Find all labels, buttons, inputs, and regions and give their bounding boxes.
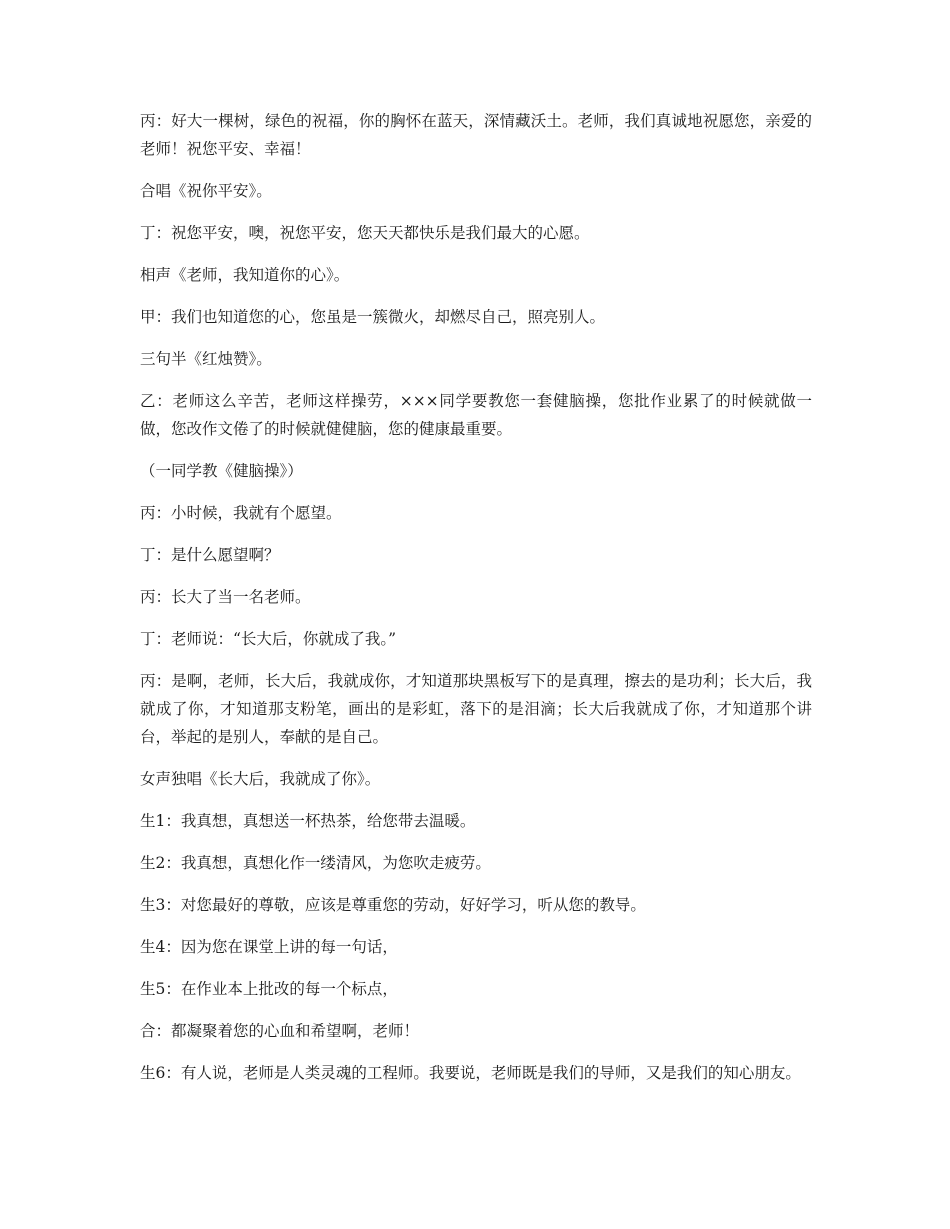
paragraph-12: 丁：老师说：“长大后，你就成了我。”: [140, 630, 397, 648]
paragraph-18: 生4：因为您在课堂上讲的每一句话，: [140, 938, 398, 956]
paragraph-10: 丁：是什么愿望啊？: [140, 546, 280, 564]
paragraph-11: 丙：长大了当一名老师。: [140, 588, 311, 606]
paragraph-16: 生2：我真想，真想化作一缕清风，为您吹走疲劳。: [140, 854, 491, 872]
paragraph-19: 生5：在作业本上批改的每一个标点，: [140, 980, 398, 998]
paragraph-2: 合唱《祝你平安》。: [140, 182, 272, 200]
paragraph-1: 丙：好大一棵树，绿色的祝福，你的胸怀在蓝天，深情藏沃土。老师，我们真诚地祝愿您，亲爱的老师！祝您平安、幸福！: [140, 112, 812, 158]
paragraph-13: 丙：是啊，老师，长大后，我就成你，才知道那块黑板写下的是真理，擦去的是功利；长大后，我就成了你，才知道那支粉笔，画出的是彩虹，落下的是泪滴；长大后我就成了你，才知道那个讲台，举起的是别人，奉献的是自己。: [140, 672, 812, 746]
paragraph-20: 合：都凝聚着您的心血和希望啊，老师！: [140, 1022, 420, 1040]
paragraph-9: 丙：小时候，我就有个愿望。: [140, 504, 342, 522]
paragraph-14: 女声独唱《长大后，我就成了你》。: [140, 770, 381, 788]
paragraph-17: 生3：对您最好的尊敬，应该是尊重您的劳动，好好学习，听从您的教导。: [140, 896, 646, 914]
paragraph-4: 相声《老师，我知道你的心》。: [140, 266, 350, 284]
paragraph-5: 甲：我们也知道您的心，您虽是一簇微火，却燃尽自己，照亮别人。: [140, 308, 606, 326]
paragraph-6: 三句半《红烛赞》。: [140, 350, 272, 368]
paragraph-21: 生6：有人说，老师是人类灵魂的工程师。我要说，老师既是我们的导师，又是我们的知心朋友。: [140, 1064, 801, 1082]
paragraph-15: 生1：我真想，真想送一杯热茶，给您带去温暖。: [140, 812, 476, 830]
paragraph-7: 乙：老师这么辛苦，老师这样操劳，×××同学要教您一套健脑操，您批作业累了的时候就做一做，您改作文倦了的时候就健健脑，您的健康最重要。: [140, 392, 812, 438]
paragraph-3: 丁：祝您平安，噢，祝您平安，您天天都快乐是我们最大的心愿。: [140, 224, 590, 242]
paragraph-8: （一同学教《健脑操》）: [140, 462, 303, 480]
document-page: [140, 107, 812, 1101]
